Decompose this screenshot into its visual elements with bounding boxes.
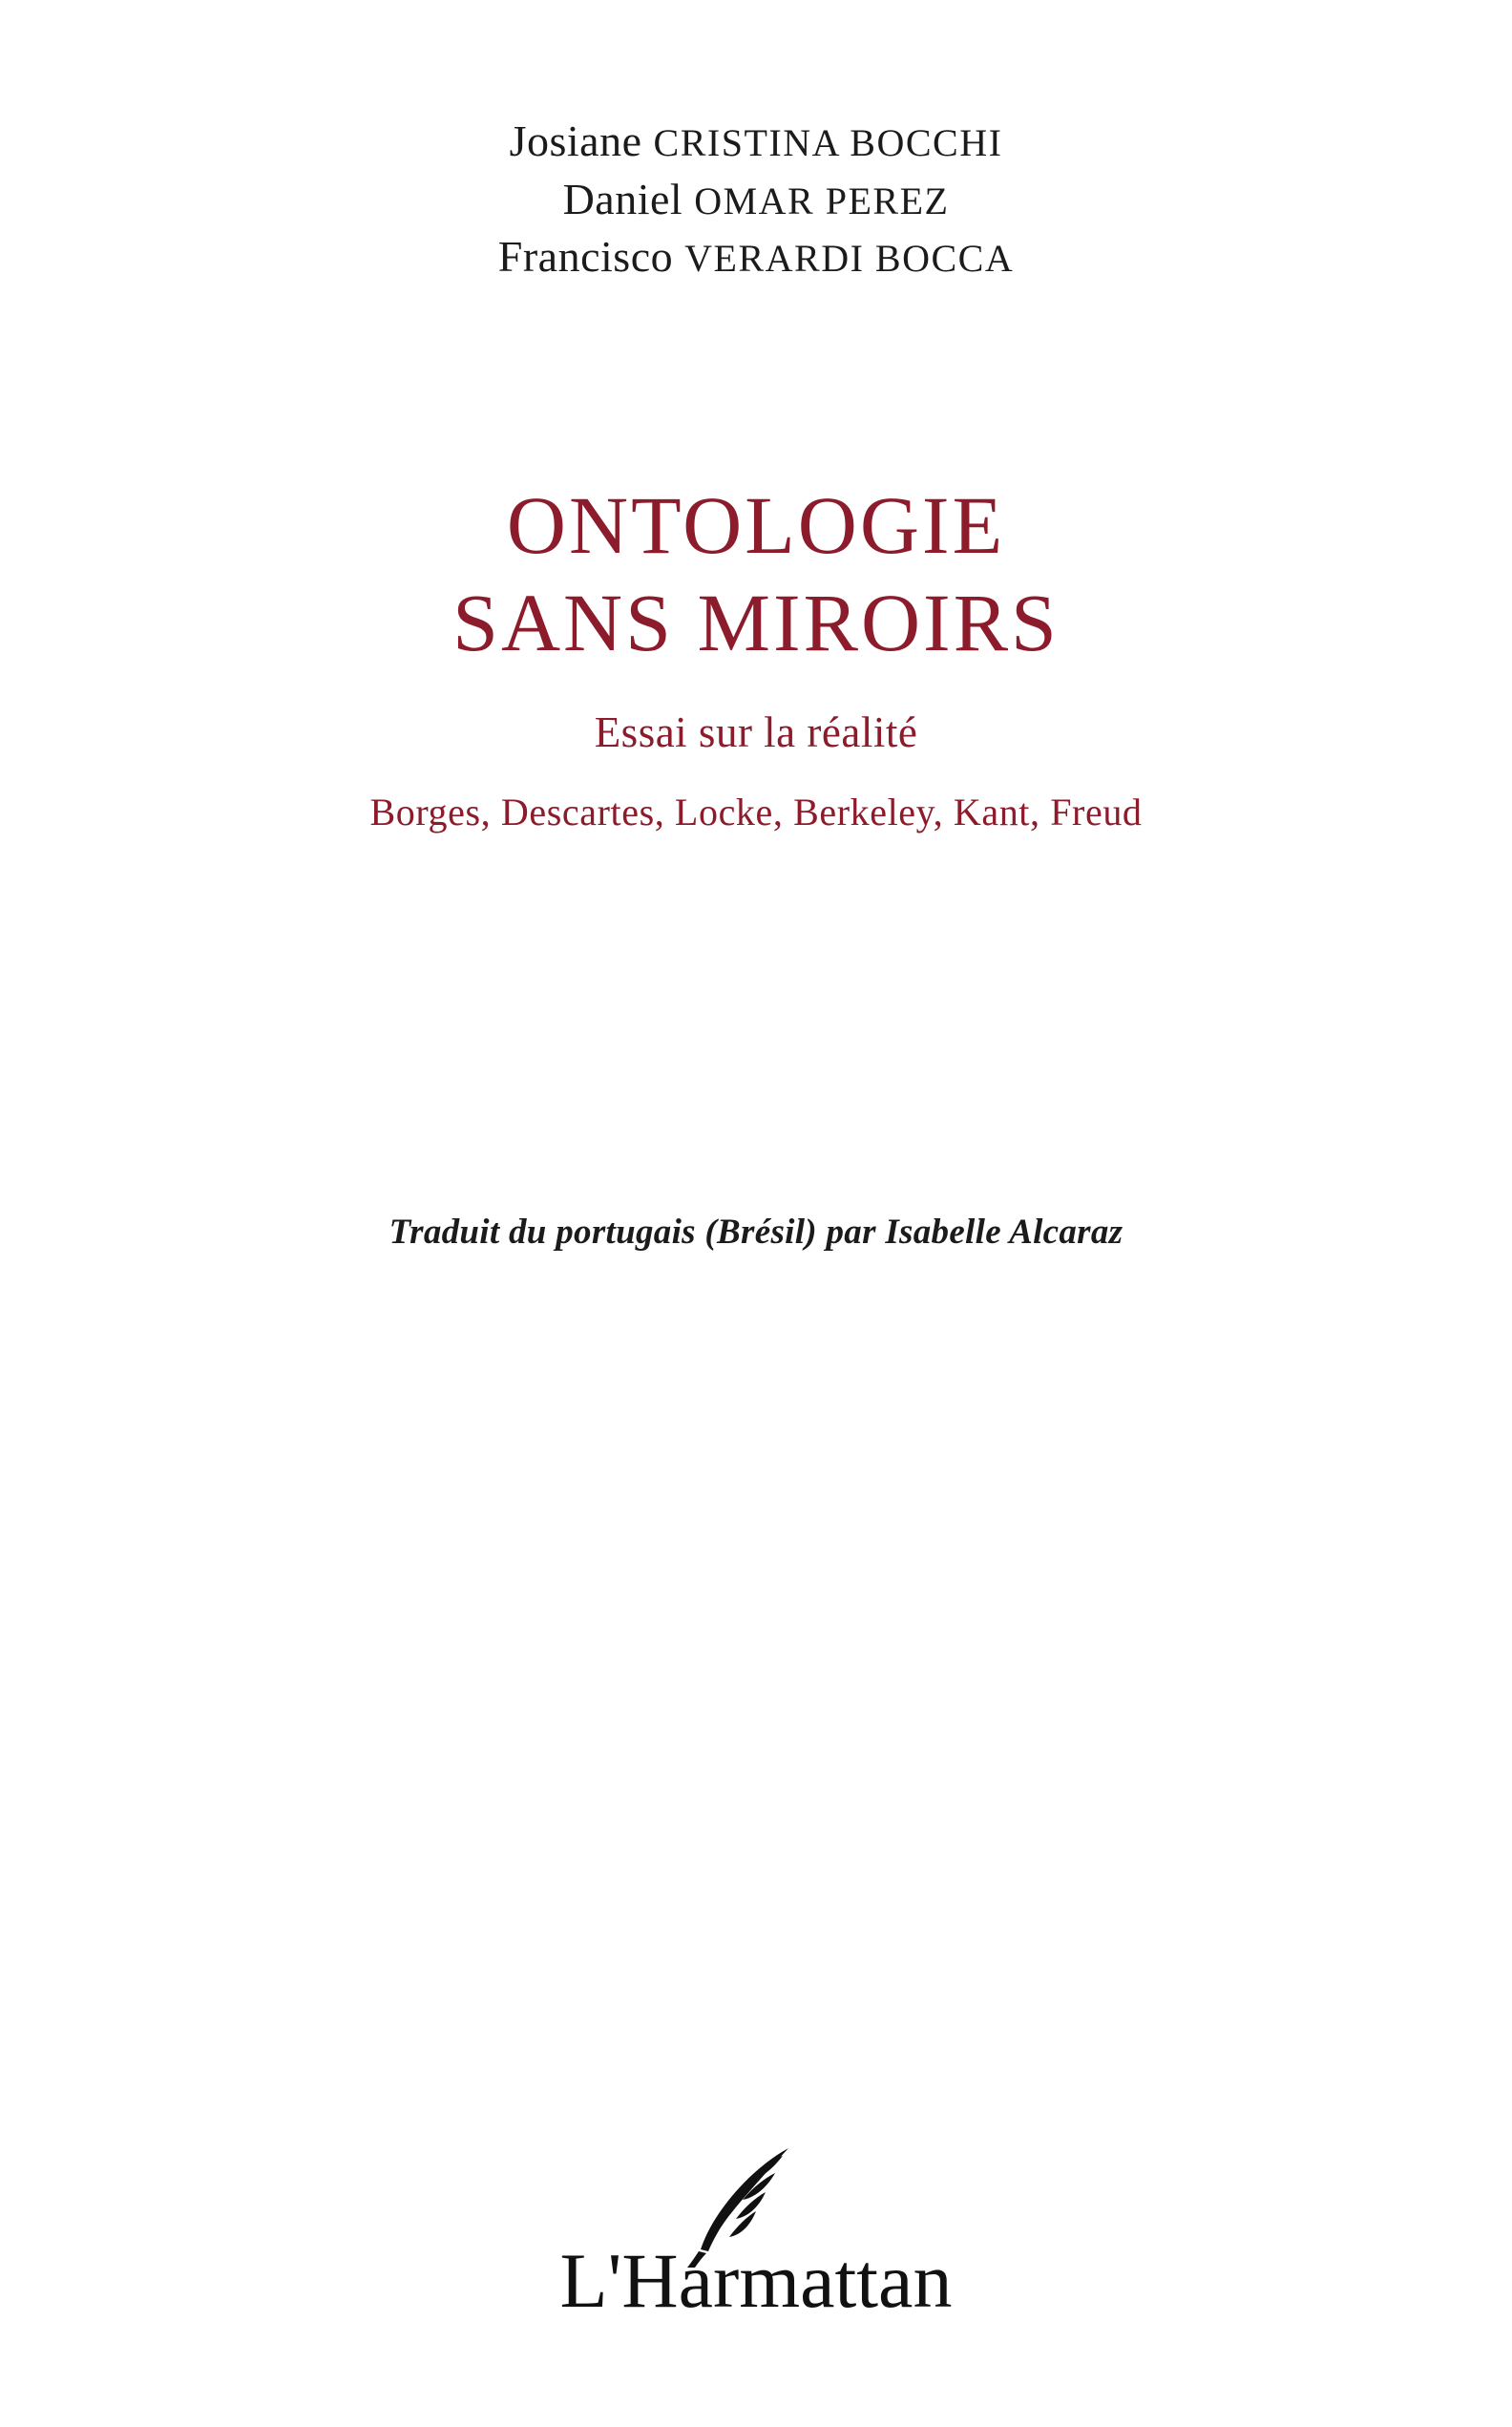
book-thinkers-list: Borges, Descartes, Locke, Berkeley, Kant, Freud: [369, 791, 1143, 834]
translation-note: Traduit du portugais (Brésil) par Isabelle Alcaraz: [388, 1213, 1124, 1253]
author-2-first-name: Daniel: [562, 174, 683, 223]
author-name-2: [498, 171, 1014, 229]
author-name-3: [498, 228, 1014, 286]
title-block: [369, 477, 1142, 834]
author-1-first-name: Josiane: [509, 116, 642, 165]
author-2-last-name: OMAR PEREZ: [694, 179, 950, 222]
publisher-logo: [489, 2129, 1023, 2324]
book-title-line-2: SANS MIROIRS: [452, 576, 1060, 668]
book-title-line-1: ONTOLOGIE: [506, 479, 1006, 572]
author-3-first-name: Francisco: [497, 232, 674, 282]
author-1-last-name: CRISTINA BOCCHI: [653, 121, 1003, 164]
publisher-name: [508, 2237, 1004, 2324]
author-3-last-name: VERARDI BOCCA: [684, 237, 1015, 281]
author-name-1: [498, 113, 1014, 171]
author-list: [498, 113, 1014, 286]
book-subtitle: Essai sur la réalité: [594, 708, 918, 757]
publisher-name-text: L'Harmattan: [559, 2237, 953, 2324]
